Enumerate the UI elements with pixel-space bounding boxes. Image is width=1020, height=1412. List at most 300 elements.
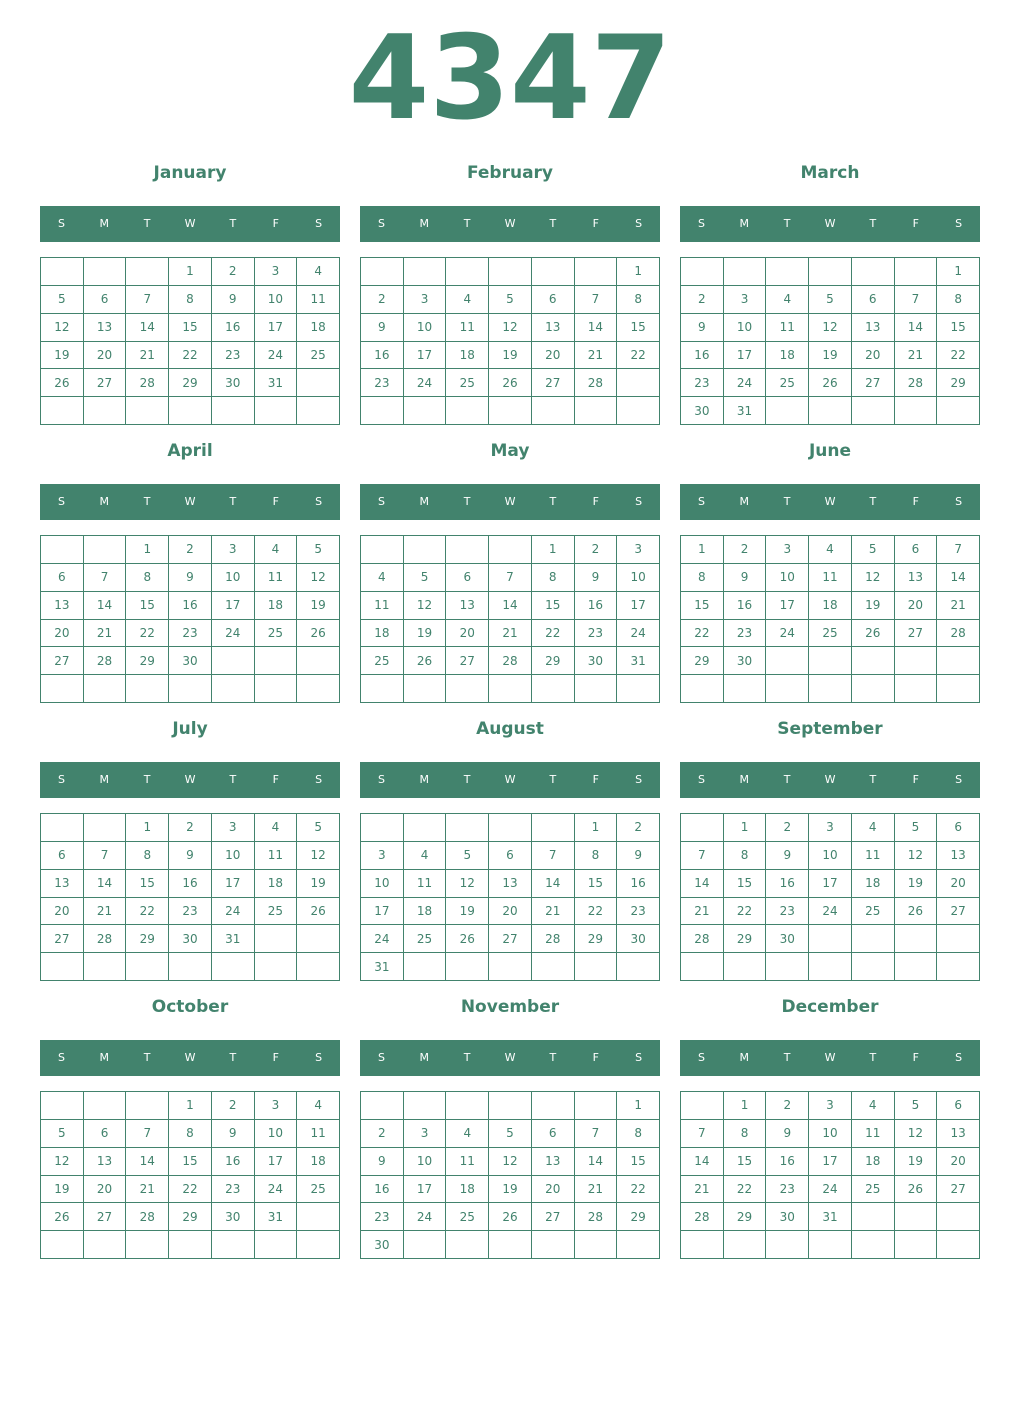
day-cell[interactable]: 1	[532, 536, 575, 564]
day-cell[interactable]: 20	[532, 342, 575, 370]
day-cell[interactable]: 10	[617, 564, 660, 592]
day-cell[interactable]: 21	[681, 898, 724, 926]
day-cell[interactable]: 2	[575, 536, 618, 564]
day-cell[interactable]: 10	[724, 314, 767, 342]
day-cell[interactable]: 2	[212, 1092, 255, 1120]
day-cell[interactable]: 10	[255, 1120, 298, 1148]
day-cell[interactable]: 20	[84, 342, 127, 370]
day-cell[interactable]: 11	[852, 1120, 895, 1148]
day-cell[interactable]: 1	[724, 814, 767, 842]
day-cell[interactable]: 21	[84, 620, 127, 648]
day-cell[interactable]: 12	[809, 314, 852, 342]
day-cell[interactable]: 17	[766, 592, 809, 620]
day-cell[interactable]: 7	[681, 842, 724, 870]
day-cell[interactable]: 17	[809, 870, 852, 898]
day-cell[interactable]: 27	[852, 369, 895, 397]
day-cell[interactable]: 19	[297, 592, 340, 620]
day-cell[interactable]: 30	[617, 925, 660, 953]
day-cell[interactable]: 3	[361, 842, 404, 870]
day-cell[interactable]: 13	[41, 870, 84, 898]
day-cell[interactable]: 6	[84, 286, 127, 314]
day-cell[interactable]: 26	[41, 369, 84, 397]
day-cell[interactable]: 2	[766, 1092, 809, 1120]
day-cell[interactable]: 25	[361, 647, 404, 675]
day-cell[interactable]: 3	[404, 286, 447, 314]
day-cell[interactable]: 29	[681, 647, 724, 675]
day-cell[interactable]: 19	[41, 1176, 84, 1204]
day-cell[interactable]: 11	[404, 870, 447, 898]
day-cell[interactable]: 7	[84, 842, 127, 870]
day-cell[interactable]: 21	[532, 898, 575, 926]
day-cell[interactable]: 5	[41, 1120, 84, 1148]
day-cell[interactable]: 7	[937, 536, 980, 564]
day-cell[interactable]: 19	[895, 1148, 938, 1176]
day-cell[interactable]: 8	[126, 564, 169, 592]
day-cell[interactable]: 24	[404, 1203, 447, 1231]
day-cell[interactable]: 21	[575, 342, 618, 370]
day-cell[interactable]: 26	[41, 1203, 84, 1231]
day-cell[interactable]: 7	[681, 1120, 724, 1148]
day-cell[interactable]: 8	[617, 286, 660, 314]
day-cell[interactable]: 20	[446, 620, 489, 648]
day-cell[interactable]: 21	[895, 342, 938, 370]
day-cell[interactable]: 1	[617, 1092, 660, 1120]
day-cell[interactable]: 8	[126, 842, 169, 870]
day-cell[interactable]: 16	[361, 342, 404, 370]
day-cell[interactable]: 21	[126, 342, 169, 370]
day-cell[interactable]: 8	[532, 564, 575, 592]
day-cell[interactable]: 17	[404, 1176, 447, 1204]
day-cell[interactable]: 28	[681, 1203, 724, 1231]
day-cell[interactable]: 8	[575, 842, 618, 870]
day-cell[interactable]: 17	[255, 1148, 298, 1176]
day-cell[interactable]: 28	[937, 620, 980, 648]
day-cell[interactable]: 21	[489, 620, 532, 648]
day-cell[interactable]: 2	[617, 814, 660, 842]
day-cell[interactable]: 8	[937, 286, 980, 314]
day-cell[interactable]: 20	[895, 592, 938, 620]
day-cell[interactable]: 21	[126, 1176, 169, 1204]
day-cell[interactable]: 9	[766, 842, 809, 870]
day-cell[interactable]: 13	[532, 314, 575, 342]
day-cell[interactable]: 10	[212, 842, 255, 870]
day-cell[interactable]: 26	[852, 620, 895, 648]
day-cell[interactable]: 14	[84, 592, 127, 620]
day-cell[interactable]: 18	[852, 870, 895, 898]
day-cell[interactable]: 16	[169, 870, 212, 898]
day-cell[interactable]: 19	[404, 620, 447, 648]
day-cell[interactable]: 18	[255, 592, 298, 620]
day-cell[interactable]: 9	[361, 314, 404, 342]
day-cell[interactable]: 18	[297, 1148, 340, 1176]
day-cell[interactable]: 3	[212, 536, 255, 564]
day-cell[interactable]: 14	[84, 870, 127, 898]
day-cell[interactable]: 3	[255, 1092, 298, 1120]
day-cell[interactable]: 1	[724, 1092, 767, 1120]
day-cell[interactable]: 9	[617, 842, 660, 870]
day-cell[interactable]: 14	[681, 870, 724, 898]
day-cell[interactable]: 15	[724, 1148, 767, 1176]
day-cell[interactable]: 10	[809, 1120, 852, 1148]
day-cell[interactable]: 4	[446, 1120, 489, 1148]
day-cell[interactable]: 18	[297, 314, 340, 342]
day-cell[interactable]: 26	[489, 369, 532, 397]
day-cell[interactable]: 21	[681, 1176, 724, 1204]
day-cell[interactable]: 20	[41, 620, 84, 648]
day-cell[interactable]: 9	[724, 564, 767, 592]
day-cell[interactable]: 4	[809, 536, 852, 564]
day-cell[interactable]: 9	[212, 1120, 255, 1148]
day-cell[interactable]: 8	[169, 1120, 212, 1148]
day-cell[interactable]: 24	[361, 925, 404, 953]
day-cell[interactable]: 4	[404, 842, 447, 870]
day-cell[interactable]: 28	[895, 369, 938, 397]
day-cell[interactable]: 12	[297, 564, 340, 592]
day-cell[interactable]: 26	[489, 1203, 532, 1231]
day-cell[interactable]: 11	[446, 1148, 489, 1176]
day-cell[interactable]: 3	[617, 536, 660, 564]
day-cell[interactable]: 18	[255, 870, 298, 898]
day-cell[interactable]: 6	[41, 564, 84, 592]
day-cell[interactable]: 16	[361, 1176, 404, 1204]
day-cell[interactable]: 29	[532, 647, 575, 675]
day-cell[interactable]: 14	[126, 1148, 169, 1176]
day-cell[interactable]: 3	[212, 814, 255, 842]
day-cell[interactable]: 29	[575, 925, 618, 953]
day-cell[interactable]: 31	[212, 925, 255, 953]
day-cell[interactable]: 28	[489, 647, 532, 675]
day-cell[interactable]: 8	[169, 286, 212, 314]
day-cell[interactable]: 4	[852, 814, 895, 842]
day-cell[interactable]: 20	[532, 1176, 575, 1204]
day-cell[interactable]: 29	[937, 369, 980, 397]
day-cell[interactable]: 11	[446, 314, 489, 342]
day-cell[interactable]: 4	[446, 286, 489, 314]
day-cell[interactable]: 31	[617, 647, 660, 675]
day-cell[interactable]: 28	[575, 369, 618, 397]
day-cell[interactable]: 16	[766, 1148, 809, 1176]
day-cell[interactable]: 22	[681, 620, 724, 648]
day-cell[interactable]: 22	[532, 620, 575, 648]
day-cell[interactable]: 5	[297, 814, 340, 842]
day-cell[interactable]: 27	[532, 1203, 575, 1231]
day-cell[interactable]: 28	[681, 925, 724, 953]
day-cell[interactable]: 27	[84, 1203, 127, 1231]
day-cell[interactable]: 18	[404, 898, 447, 926]
day-cell[interactable]: 16	[212, 314, 255, 342]
day-cell[interactable]: 2	[169, 536, 212, 564]
day-cell[interactable]: 2	[724, 536, 767, 564]
day-cell[interactable]: 16	[575, 592, 618, 620]
day-cell[interactable]: 5	[297, 536, 340, 564]
day-cell[interactable]: 22	[724, 898, 767, 926]
day-cell[interactable]: 25	[446, 369, 489, 397]
day-cell[interactable]: 9	[575, 564, 618, 592]
day-cell[interactable]: 4	[297, 1092, 340, 1120]
day-cell[interactable]: 27	[937, 1176, 980, 1204]
day-cell[interactable]: 6	[84, 1120, 127, 1148]
day-cell[interactable]: 25	[766, 369, 809, 397]
day-cell[interactable]: 1	[617, 258, 660, 286]
day-cell[interactable]: 9	[361, 1148, 404, 1176]
day-cell[interactable]: 30	[361, 1231, 404, 1259]
day-cell[interactable]: 7	[84, 564, 127, 592]
day-cell[interactable]: 13	[937, 842, 980, 870]
day-cell[interactable]: 2	[766, 814, 809, 842]
day-cell[interactable]: 6	[489, 842, 532, 870]
day-cell[interactable]: 19	[41, 342, 84, 370]
day-cell[interactable]: 13	[937, 1120, 980, 1148]
day-cell[interactable]: 2	[361, 1120, 404, 1148]
day-cell[interactable]: 13	[852, 314, 895, 342]
day-cell[interactable]: 13	[446, 592, 489, 620]
day-cell[interactable]: 15	[575, 870, 618, 898]
day-cell[interactable]: 26	[404, 647, 447, 675]
day-cell[interactable]: 10	[255, 286, 298, 314]
day-cell[interactable]: 21	[84, 898, 127, 926]
day-cell[interactable]: 13	[84, 314, 127, 342]
day-cell[interactable]: 12	[895, 1120, 938, 1148]
day-cell[interactable]: 28	[575, 1203, 618, 1231]
day-cell[interactable]: 15	[169, 1148, 212, 1176]
day-cell[interactable]: 13	[84, 1148, 127, 1176]
day-cell[interactable]: 23	[617, 898, 660, 926]
day-cell[interactable]: 18	[361, 620, 404, 648]
day-cell[interactable]: 14	[489, 592, 532, 620]
day-cell[interactable]: 12	[895, 842, 938, 870]
day-cell[interactable]: 7	[532, 842, 575, 870]
day-cell[interactable]: 16	[169, 592, 212, 620]
day-cell[interactable]: 23	[575, 620, 618, 648]
day-cell[interactable]: 12	[852, 564, 895, 592]
day-cell[interactable]: 17	[809, 1148, 852, 1176]
day-cell[interactable]: 23	[361, 369, 404, 397]
day-cell[interactable]: 22	[937, 342, 980, 370]
day-cell[interactable]: 7	[126, 286, 169, 314]
day-cell[interactable]: 10	[361, 870, 404, 898]
day-cell[interactable]: 9	[766, 1120, 809, 1148]
day-cell[interactable]: 27	[937, 898, 980, 926]
day-cell[interactable]: 18	[446, 342, 489, 370]
day-cell[interactable]: 20	[489, 898, 532, 926]
day-cell[interactable]: 16	[681, 342, 724, 370]
day-cell[interactable]: 12	[404, 592, 447, 620]
day-cell[interactable]: 3	[404, 1120, 447, 1148]
day-cell[interactable]: 5	[809, 286, 852, 314]
day-cell[interactable]: 25	[297, 1176, 340, 1204]
day-cell[interactable]: 18	[809, 592, 852, 620]
day-cell[interactable]: 24	[212, 898, 255, 926]
day-cell[interactable]: 15	[126, 592, 169, 620]
day-cell[interactable]: 5	[489, 1120, 532, 1148]
day-cell[interactable]: 4	[255, 536, 298, 564]
day-cell[interactable]: 11	[255, 564, 298, 592]
day-cell[interactable]: 2	[681, 286, 724, 314]
day-cell[interactable]: 29	[169, 1203, 212, 1231]
day-cell[interactable]: 7	[575, 286, 618, 314]
day-cell[interactable]: 12	[489, 1148, 532, 1176]
day-cell[interactable]: 4	[255, 814, 298, 842]
day-cell[interactable]: 6	[532, 1120, 575, 1148]
day-cell[interactable]: 10	[404, 314, 447, 342]
day-cell[interactable]: 24	[255, 342, 298, 370]
day-cell[interactable]: 17	[404, 342, 447, 370]
day-cell[interactable]: 24	[809, 1176, 852, 1204]
day-cell[interactable]: 17	[361, 898, 404, 926]
day-cell[interactable]: 30	[766, 1203, 809, 1231]
day-cell[interactable]: 11	[255, 842, 298, 870]
day-cell[interactable]: 15	[532, 592, 575, 620]
day-cell[interactable]: 18	[446, 1176, 489, 1204]
day-cell[interactable]: 13	[41, 592, 84, 620]
day-cell[interactable]: 31	[361, 953, 404, 981]
day-cell[interactable]: 4	[852, 1092, 895, 1120]
day-cell[interactable]: 29	[724, 925, 767, 953]
day-cell[interactable]: 14	[895, 314, 938, 342]
day-cell[interactable]: 19	[489, 342, 532, 370]
day-cell[interactable]: 15	[937, 314, 980, 342]
day-cell[interactable]: 7	[489, 564, 532, 592]
day-cell[interactable]: 7	[126, 1120, 169, 1148]
day-cell[interactable]: 5	[895, 1092, 938, 1120]
day-cell[interactable]: 6	[446, 564, 489, 592]
day-cell[interactable]: 28	[532, 925, 575, 953]
day-cell[interactable]: 21	[937, 592, 980, 620]
day-cell[interactable]: 25	[446, 1203, 489, 1231]
day-cell[interactable]: 28	[84, 925, 127, 953]
day-cell[interactable]: 6	[895, 536, 938, 564]
day-cell[interactable]: 23	[169, 898, 212, 926]
day-cell[interactable]: 16	[617, 870, 660, 898]
day-cell[interactable]: 19	[852, 592, 895, 620]
day-cell[interactable]: 31	[809, 1203, 852, 1231]
day-cell[interactable]: 31	[724, 397, 767, 425]
day-cell[interactable]: 27	[41, 925, 84, 953]
day-cell[interactable]: 12	[41, 314, 84, 342]
day-cell[interactable]: 24	[766, 620, 809, 648]
day-cell[interactable]: 23	[361, 1203, 404, 1231]
day-cell[interactable]: 13	[489, 870, 532, 898]
day-cell[interactable]: 8	[617, 1120, 660, 1148]
day-cell[interactable]: 5	[404, 564, 447, 592]
day-cell[interactable]: 24	[809, 898, 852, 926]
day-cell[interactable]: 10	[404, 1148, 447, 1176]
day-cell[interactable]: 6	[852, 286, 895, 314]
day-cell[interactable]: 20	[852, 342, 895, 370]
day-cell[interactable]: 20	[84, 1176, 127, 1204]
day-cell[interactable]: 11	[297, 1120, 340, 1148]
day-cell[interactable]: 22	[169, 1176, 212, 1204]
day-cell[interactable]: 26	[895, 898, 938, 926]
day-cell[interactable]: 5	[852, 536, 895, 564]
day-cell[interactable]: 1	[126, 814, 169, 842]
day-cell[interactable]: 4	[766, 286, 809, 314]
day-cell[interactable]: 26	[297, 620, 340, 648]
day-cell[interactable]: 8	[724, 842, 767, 870]
day-cell[interactable]: 21	[575, 1176, 618, 1204]
day-cell[interactable]: 25	[809, 620, 852, 648]
day-cell[interactable]: 22	[126, 620, 169, 648]
day-cell[interactable]: 23	[766, 898, 809, 926]
day-cell[interactable]: 15	[724, 870, 767, 898]
day-cell[interactable]: 22	[617, 1176, 660, 1204]
day-cell[interactable]: 1	[575, 814, 618, 842]
day-cell[interactable]: 24	[212, 620, 255, 648]
day-cell[interactable]: 23	[212, 342, 255, 370]
day-cell[interactable]: 13	[532, 1148, 575, 1176]
day-cell[interactable]: 3	[255, 258, 298, 286]
day-cell[interactable]: 17	[724, 342, 767, 370]
day-cell[interactable]: 14	[126, 314, 169, 342]
day-cell[interactable]: 12	[446, 870, 489, 898]
day-cell[interactable]: 6	[937, 814, 980, 842]
day-cell[interactable]: 10	[809, 842, 852, 870]
day-cell[interactable]: 3	[809, 814, 852, 842]
day-cell[interactable]: 27	[446, 647, 489, 675]
day-cell[interactable]: 25	[852, 1176, 895, 1204]
day-cell[interactable]: 1	[681, 536, 724, 564]
day-cell[interactable]: 30	[169, 647, 212, 675]
day-cell[interactable]: 30	[724, 647, 767, 675]
day-cell[interactable]: 8	[681, 564, 724, 592]
day-cell[interactable]: 31	[255, 369, 298, 397]
day-cell[interactable]: 9	[681, 314, 724, 342]
day-cell[interactable]: 30	[681, 397, 724, 425]
day-cell[interactable]: 30	[575, 647, 618, 675]
day-cell[interactable]: 6	[41, 842, 84, 870]
day-cell[interactable]: 31	[255, 1203, 298, 1231]
day-cell[interactable]: 28	[84, 647, 127, 675]
day-cell[interactable]: 2	[361, 286, 404, 314]
day-cell[interactable]: 15	[617, 1148, 660, 1176]
day-cell[interactable]: 17	[212, 592, 255, 620]
day-cell[interactable]: 6	[532, 286, 575, 314]
day-cell[interactable]: 29	[617, 1203, 660, 1231]
day-cell[interactable]: 23	[724, 620, 767, 648]
day-cell[interactable]: 30	[212, 369, 255, 397]
day-cell[interactable]: 30	[212, 1203, 255, 1231]
day-cell[interactable]: 30	[169, 925, 212, 953]
day-cell[interactable]: 23	[169, 620, 212, 648]
day-cell[interactable]: 27	[489, 925, 532, 953]
day-cell[interactable]: 23	[681, 369, 724, 397]
day-cell[interactable]: 9	[169, 842, 212, 870]
day-cell[interactable]: 7	[575, 1120, 618, 1148]
day-cell[interactable]: 19	[297, 870, 340, 898]
day-cell[interactable]: 26	[809, 369, 852, 397]
day-cell[interactable]: 4	[297, 258, 340, 286]
day-cell[interactable]: 15	[617, 314, 660, 342]
day-cell[interactable]: 24	[617, 620, 660, 648]
day-cell[interactable]: 11	[809, 564, 852, 592]
day-cell[interactable]: 28	[126, 369, 169, 397]
day-cell[interactable]: 27	[84, 369, 127, 397]
day-cell[interactable]: 3	[809, 1092, 852, 1120]
day-cell[interactable]: 30	[766, 925, 809, 953]
day-cell[interactable]: 24	[255, 1176, 298, 1204]
day-cell[interactable]: 19	[809, 342, 852, 370]
day-cell[interactable]: 3	[766, 536, 809, 564]
day-cell[interactable]: 16	[724, 592, 767, 620]
day-cell[interactable]: 14	[532, 870, 575, 898]
day-cell[interactable]: 29	[126, 647, 169, 675]
day-cell[interactable]: 19	[489, 1176, 532, 1204]
day-cell[interactable]: 23	[212, 1176, 255, 1204]
day-cell[interactable]: 14	[681, 1148, 724, 1176]
day-cell[interactable]: 5	[41, 286, 84, 314]
day-cell[interactable]: 25	[852, 898, 895, 926]
day-cell[interactable]: 12	[297, 842, 340, 870]
